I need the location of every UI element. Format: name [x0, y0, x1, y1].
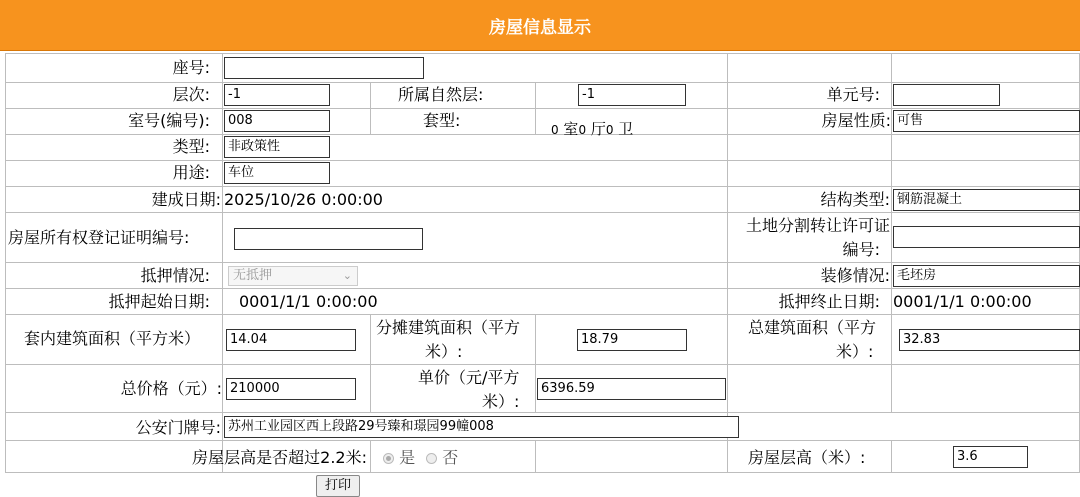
inner-area-label: 套内建筑面积（平方米）: [24, 329, 201, 348]
floor-label: 层次:: [172, 85, 210, 104]
page-title: 房屋信息显示: [0, 0, 1080, 51]
land-permit-label-line1: 土地分割转让许可证: [745, 216, 890, 235]
unit-price-label-line2: 米）:: [482, 392, 520, 411]
layout-bath-unit: 卫: [618, 120, 634, 138]
build-date-label: 建成日期:: [151, 190, 221, 209]
height-over-no-label: 否: [442, 448, 459, 467]
mortgage-end-value: 0001/1/1 0:00:00: [893, 292, 1032, 311]
ownership-cert-field[interactable]: [234, 228, 423, 250]
property-nature-label: 房屋性质:: [821, 111, 891, 130]
layout-values: [551, 119, 633, 140]
room-field[interactable]: 008: [224, 110, 330, 132]
seat-field[interactable]: [224, 57, 424, 79]
floor-field[interactable]: -1: [224, 84, 330, 106]
layout-label: 套型:: [423, 111, 461, 130]
type-field[interactable]: 非政策性: [224, 136, 330, 158]
height-over-label: 房屋层高是否超过2.2米:: [192, 448, 367, 467]
ownership-cert-label: 房屋所有权登记证明编号:: [8, 228, 190, 247]
seat-label: 座号:: [172, 58, 210, 77]
layout-halls: 0: [578, 123, 587, 137]
mortgage-start-label: 抵押起始日期:: [108, 292, 210, 311]
unit-field[interactable]: [893, 84, 1000, 106]
total-area-label-line2: 米）:: [836, 342, 874, 361]
mortgage-select[interactable]: [228, 266, 358, 286]
total-price-field[interactable]: 210000: [226, 378, 356, 400]
layout-hall-unit: 厅: [590, 120, 606, 138]
total-price-label: 总价格（元）:: [120, 379, 222, 398]
inner-area-field[interactable]: 14.04: [226, 329, 356, 351]
natural-floor-label: 所属自然层:: [398, 85, 484, 104]
total-area-label-line1: 总建筑面积（平方: [748, 318, 877, 337]
mortgage-start-value: 0001/1/1 0:00:00: [239, 292, 378, 311]
height-over-no-radio[interactable]: [426, 453, 437, 464]
shared-area-label-line2: 米）:: [425, 342, 463, 361]
mortgage-select-value: 无抵押: [233, 268, 273, 283]
chevron-down-icon: ⌄: [342, 269, 352, 282]
structure-field[interactable]: 钢筋混凝土: [893, 189, 1080, 211]
structure-label: 结构类型:: [820, 190, 890, 209]
print-button[interactable]: 打印: [316, 475, 360, 497]
height-over-options: [383, 448, 458, 468]
height-over-yes-label: 是: [399, 448, 416, 467]
mortgage-end-label: 抵押终止日期:: [778, 292, 880, 311]
shared-area-label-line1: 分摊建筑面积（平方: [376, 318, 521, 337]
type-label: 类型:: [172, 137, 210, 156]
total-area-field[interactable]: 32.83: [899, 329, 1080, 351]
layout-baths: 0: [605, 123, 614, 137]
layout-rooms: 0: [551, 123, 559, 137]
layout-room-unit: 室: [563, 120, 579, 138]
shared-area-field[interactable]: 18.79: [577, 329, 687, 351]
decoration-field[interactable]: 毛坯房: [893, 265, 1080, 287]
height-field[interactable]: 3.6: [953, 446, 1028, 468]
room-label: 室号(编号):: [128, 111, 210, 130]
land-permit-field[interactable]: [893, 226, 1080, 248]
decoration-label: 装修情况:: [820, 266, 890, 285]
unit-price-field[interactable]: 6396.59: [537, 378, 726, 400]
build-date-value: 2025/10/26 0:00:00: [224, 190, 383, 209]
natural-floor-field[interactable]: -1: [578, 84, 686, 106]
mortgage-label: 抵押情况:: [140, 266, 210, 285]
usage-field[interactable]: 车位: [224, 162, 330, 184]
property-nature-field[interactable]: 可售: [893, 110, 1080, 132]
land-permit-label-line2: 编号:: [842, 240, 880, 259]
height-over-yes-radio[interactable]: [383, 453, 394, 464]
address-field[interactable]: 苏州工业园区西上段路29号臻和璟园99幢008: [224, 416, 739, 438]
height-label: 房屋层高（米）:: [748, 448, 866, 467]
address-label: 公安门牌号:: [135, 418, 221, 437]
usage-label: 用途:: [172, 163, 210, 182]
unit-price-label-line1: 单价（元/平方: [418, 368, 520, 387]
unit-label: 单元号:: [826, 85, 880, 104]
